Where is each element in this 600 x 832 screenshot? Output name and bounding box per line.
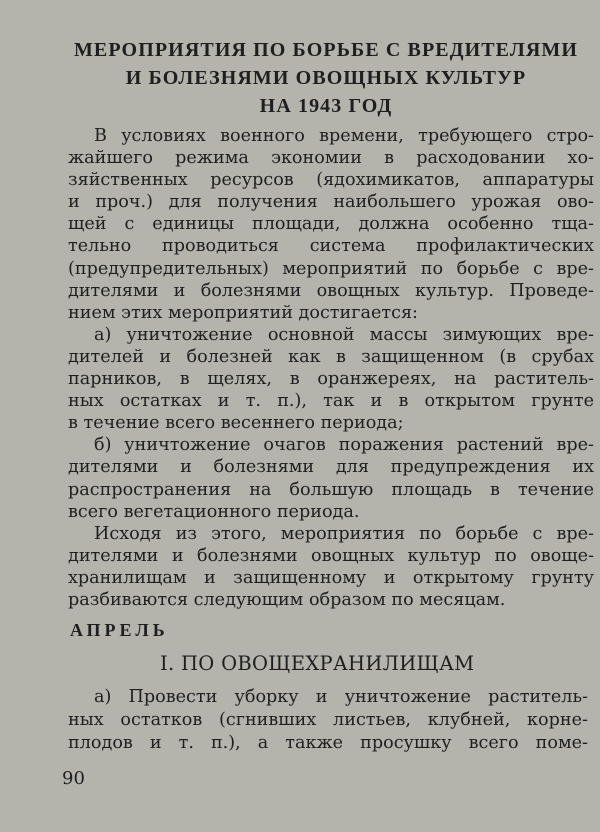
page-number: 90 [62, 768, 85, 789]
list-item-a-line: а) уничтожение основной массы зимующих вре- [94, 324, 594, 345]
text-line: разбиваются следующим образом по месяцам. [68, 589, 506, 610]
text-line: (предупредительных) мероприятий по борьбе с вре- [68, 258, 594, 279]
title-line-3: НА 1943 ГОД [259, 95, 393, 117]
list-item-a-line: дителей и болезней как в защищенном (в срубах [68, 346, 594, 367]
list-item-a-line: парников, в щелях, в оранжереях, на раститель- [68, 369, 594, 390]
list-item-a-line: ных остатках и т. п.), так и в открытом грунте [68, 391, 594, 412]
section-paragraph [68, 686, 588, 755]
list-item-a-line: в течение всего весеннего периода; [68, 413, 404, 434]
list-item-b-line: распространения на большую площадь в течение [68, 479, 594, 500]
list-item-b-line: б) уничтожение очагов поражения растений вре- [94, 435, 594, 456]
title-line-2: И БОЛЕЗНЯМИ ОВОЩНЫХ КУЛЬТУР [125, 67, 527, 89]
text-line: и проч.) для получения наибольшего урожая ово- [68, 192, 594, 213]
text-line: дителями и болезнями овощных культур по овоще- [68, 545, 594, 566]
text-line: нием этих мероприятий достигается: [68, 302, 418, 323]
text-line: хранилищам и защищенному и открытому грунту [68, 567, 594, 588]
month-heading: АПРЕЛЬ [70, 620, 169, 640]
text-line: зяйственных ресурсов (ядохимикатов, аппаратуры [68, 170, 594, 191]
text-line: дителями и болезнями овощных культур. Проведе- [68, 280, 594, 301]
text-line: щей с единицы площади, должна особенно тща- [68, 214, 594, 235]
body-text [68, 125, 594, 611]
text-line: а) Провести уборку и уничтожение раститель- [94, 687, 588, 707]
title-line-1: МЕРОПРИЯТИЯ ПО БОРЬБЕ С ВРЕДИТЕЛЯМИ [73, 39, 579, 61]
list-item-b-line: всего вегетационного периода. [68, 501, 360, 522]
text-line: плодов и т. п.), а также просушку всего поме- [68, 733, 588, 753]
text-line: Исходя из этого, мероприятия по борьбе с вре- [94, 523, 594, 544]
section-heading: I. ПО ОВОЩЕХРАНИЛИЩАМ [160, 652, 475, 675]
text-line: жайшего режима экономии в расходовании хо- [68, 148, 594, 169]
text-line: ных остатков (сгнивших листьев, клубней, корне- [68, 710, 588, 730]
list-item-b-line: дителями и болезнями для предупреждения их [68, 457, 594, 478]
page-title [52, 36, 600, 120]
text-line: тельно проводиться система профилактических [68, 236, 594, 257]
text-line: В условиях военного времени, требующего стро- [94, 126, 594, 146]
